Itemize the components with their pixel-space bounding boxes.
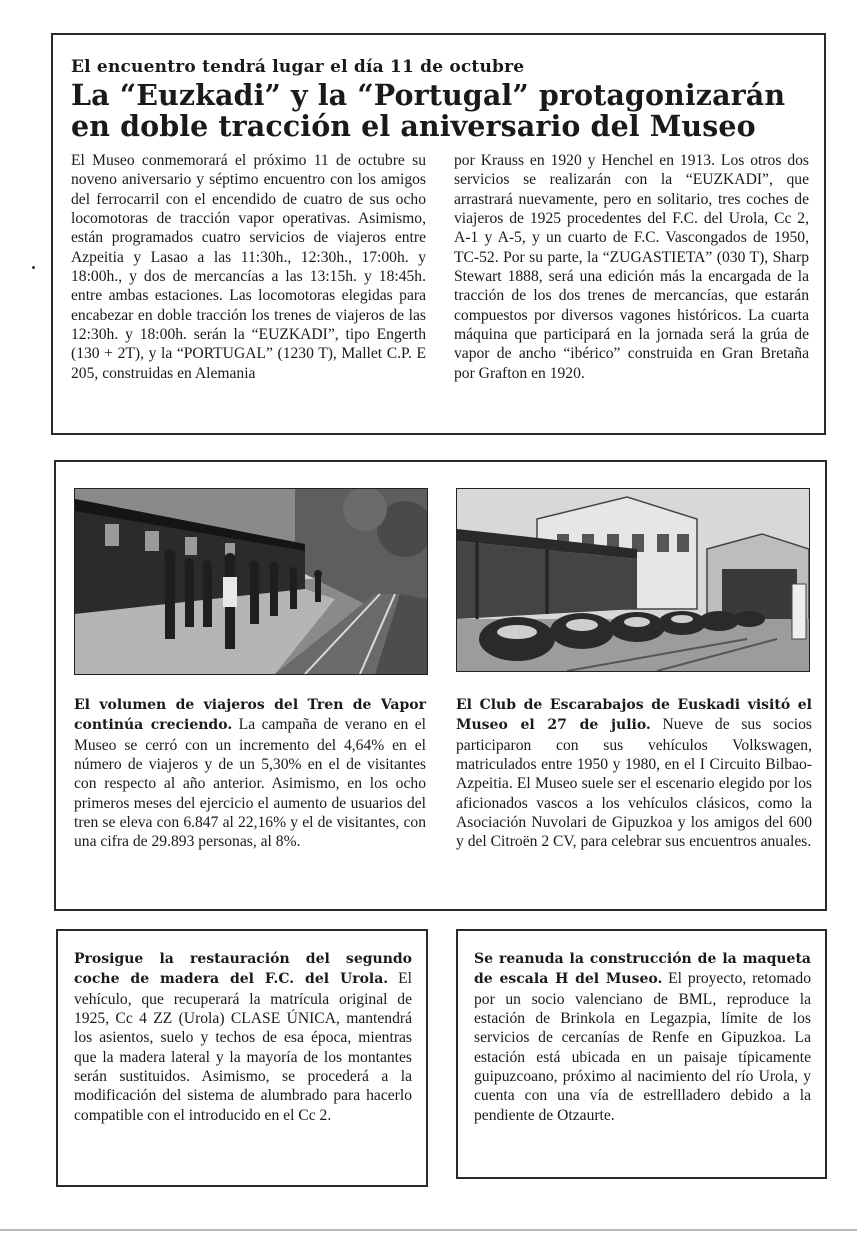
model-railway-box: [456, 929, 827, 1179]
news-train-growth: [74, 695, 426, 852]
news-train-lead: El volumen de viajeros del Tren de Vapor continúa creciendo.: [74, 697, 426, 734]
steam-train-platform-photo: [74, 488, 428, 675]
article-kicker: El encuentro tendrá lugar el día 11 de octubre: [71, 57, 525, 77]
main-article-box: [51, 33, 826, 435]
news-coach-restoration: [74, 949, 412, 1125]
news-model-lead: Se reanuda la construcción de la maqueta de escala H del Museo.: [474, 951, 811, 988]
vw-beetles-at-museum-photo: [456, 488, 810, 672]
news-coach-lead: Prosigue la restauración del segundo coche de madera del F.C. del Urola.: [74, 951, 412, 988]
news-beetles-body: Nueve de sus socios participaron con sus vehículos Volkswagen, matriculados entre 1950 y 1980, en el I Circuito Bilbao-Azpeitia. El Museo suele ser el escenario elegido por los aficionados vascos a los vehículos clásicos, como la Asociación Nuvolari de Gipuzkoa y los amigos del 600 y del Citroën 2 CV, para celebrar sus encuentros anuales.: [456, 716, 812, 851]
coach-restoration-box: [56, 929, 428, 1187]
news-coach-body: El vehículo, que recuperará la matrícula original de 1925, Cc 4 ZZ (Urola) CLASE ÚNICA, mantendrá los asientos, suelo y techos de esa época, mientras que la madera lateral y la mayoría de los montantes serán sustituidos. Asimismo, se procederá a la modificación del sistema de alumbrado para hacerlo compatible con el introducido en el Cc 2.: [74, 970, 412, 1124]
article-column-right: por Krauss en 1920 y Henchel en 1913. Los otros dos servicios se realizarán con la “EUZKADI”, que arrastrará nuevamente, pero en solitario, tres coches de viajeros de 1925 procedentes del F.C. del Urola, Cc 2, A-1 y A-5, y un cuarto de F.C. Vascongados de 1950, TC-52. Por su parte, la “ZUGASTIETA” (030 T), Sharp Stewart 1888, será una edición más la encargada de la tracción de los dos trenes de mercancías, que estarán compuestos por diversos vagones históricos. La cuarta máquina que participará en la jornada será la grúa de vapor de ancho “ibérico” construida en Gran Bretaña por Grafton en 1920.: [454, 152, 809, 382]
news-model-body: El proyecto, retomado por un socio valenciano de BML, reproduce la estación de Brinkola en Legazpia, límite de los servicios de cercanías de Renfe en Gipuzkoa. La estación está ubicada en un paisaje típicamente guipuzcoano, próximo al nacimiento del río Urola, y cuenta con una vía de estrellladero debido a la pendiente de Otzaurte.: [474, 970, 811, 1124]
article-headline: La “Euzkadi” y la “Portugal” protagonizarán en doble tracción el aniversario del Museo: [71, 78, 786, 143]
news-beetle-club: [456, 695, 812, 852]
news-train-body: La campaña de verano en el Museo se cerró con un incremento del 4,64% en el número de viajeros y de un 5,30% en el de visitantes con respecto al año anterior. Asimismo, en los ocho primeros meses del ejercicio el aumento de usuarios del tren se eleva con 6.847 al 22,16% y el de visitantes, con una cifra de 29.893 personas, al 8%.: [74, 716, 426, 851]
page-bottom-rule: [0, 1229, 857, 1231]
stray-mark: [32, 266, 35, 269]
news-model-railway: [474, 949, 811, 1125]
article-column-left: El Museo conmemorará el próximo 11 de octubre su noveno aniversario y séptimo encuentro con los amigos del ferrocarril con el encendido de cuatro de sus ocho locomotoras de tracción vapor operativas. Asimismo, están programados cuatro servicios de viajeros entre Azpeitia y Lasao a las 11:30h., 12:30h., 17:00h. y 18:00h., y dos de mercancías a las 13:15h. y 18:45h. entre ambas estaciones. Las locomotoras elegidas para encabezar en doble tracción los trenes de viajeros de las 12:30h. y 18:00h. serán la “EUZKADI”, tipo Engerth (130 + 2T), y la “PORTUGAL” (1230 T), Mallet C.P. E 205, construidas en Alemania: [71, 152, 426, 382]
news-beetles-lead: El Club de Escarabajos de Euskadi visitó el Museo el 27 de julio.: [456, 697, 812, 734]
photo-news-box: [54, 460, 827, 911]
